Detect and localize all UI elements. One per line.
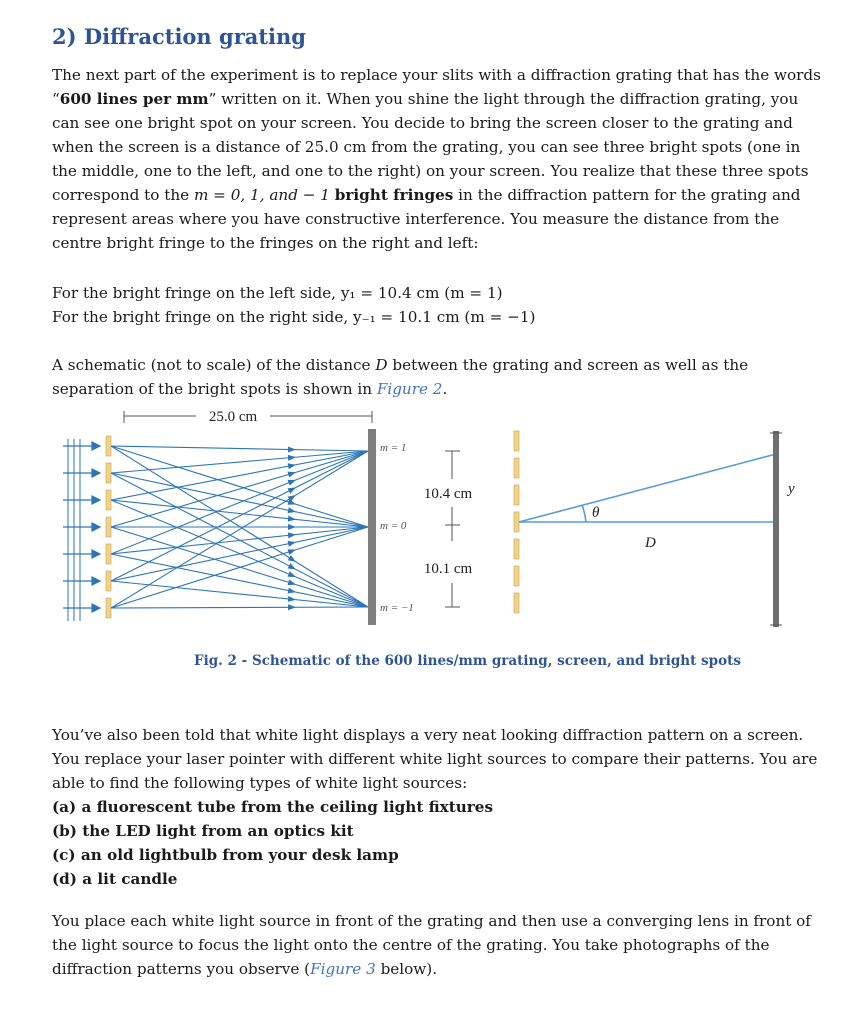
figure-caption: Fig. 2 - Schematic of the 600 lines/mm grating, screen, and bright spots bbox=[194, 653, 741, 669]
final-paragraph bbox=[52, 909, 822, 981]
ray-arrow-head bbox=[288, 446, 296, 452]
diffracted-ray bbox=[111, 500, 368, 527]
diffracted-ray bbox=[111, 451, 368, 554]
list-item: (b) the LED light from an optics kit bbox=[52, 822, 354, 840]
wavefront-marks bbox=[68, 439, 80, 621]
ray-arrow-head bbox=[288, 472, 297, 478]
figure-2 bbox=[52, 411, 822, 681]
diffracted-ray bbox=[111, 451, 368, 608]
ray-arrow-head bbox=[288, 604, 296, 610]
diffracted-ray bbox=[111, 446, 368, 451]
light-source-list bbox=[52, 795, 822, 891]
ray-arrow-head bbox=[288, 571, 297, 577]
figure-2-link[interactable]: Figure 2 bbox=[376, 380, 443, 398]
intro-bold-grating: 600 lines per mm bbox=[59, 90, 209, 108]
spot-separations bbox=[445, 451, 460, 607]
intro-text-a: The next part of the experiment is to replace your slits with a diffraction grating that has the words “ bbox=[52, 66, 821, 108]
theta-label: θ bbox=[592, 505, 600, 521]
upper-gap-label: 10.4 cm bbox=[423, 486, 473, 502]
intro-bold-fringes: bright fringes bbox=[334, 186, 454, 204]
y-label: y bbox=[788, 481, 795, 497]
ray-arrow-head bbox=[288, 516, 296, 522]
fringe-left: For the bright fringe on the left side, y₁ = 10.4 cm (m = 1) bbox=[52, 284, 503, 302]
final-text-b: below). bbox=[375, 960, 438, 978]
arrow-heads bbox=[287, 446, 296, 610]
diffracted-ray bbox=[111, 473, 368, 527]
ray-arrow-head bbox=[288, 579, 297, 585]
diffracted-ray bbox=[111, 607, 368, 608]
ray-arrow-head bbox=[288, 487, 296, 493]
ray-arrow-head bbox=[288, 555, 296, 562]
ray-arrow-head bbox=[288, 549, 297, 555]
lower-gap-label: 10.1 cm bbox=[423, 561, 473, 577]
list-item: (d) a lit candle bbox=[52, 870, 178, 888]
screen-slits bbox=[514, 431, 519, 613]
mneg1-label: m = −1 bbox=[380, 602, 414, 614]
ray-arrow-head bbox=[288, 532, 296, 538]
intro-math-m: m = 0, 1, and − 1 bbox=[193, 186, 330, 204]
ray-arrow-head bbox=[287, 480, 296, 486]
figure-3-link[interactable]: Figure 3 bbox=[310, 960, 376, 978]
diffracted-ray bbox=[111, 527, 368, 581]
angle-geometry bbox=[519, 454, 776, 522]
fringe-measurements bbox=[52, 281, 822, 329]
ray-arrow-head bbox=[288, 596, 296, 602]
schematic-text-c: . bbox=[442, 380, 448, 398]
m1-label: m = 1 bbox=[380, 442, 407, 454]
diffracted-ray bbox=[111, 527, 368, 554]
ray-arrow-head bbox=[288, 541, 296, 547]
ray-arrow-head bbox=[288, 588, 296, 594]
schematic-paragraph bbox=[52, 353, 822, 401]
schematic-D: D bbox=[375, 356, 388, 374]
incoming-arrows bbox=[63, 442, 100, 612]
document-page bbox=[52, 24, 822, 981]
list-item: (a) a fluorescent tube from the ceiling light fixtures bbox=[52, 798, 494, 816]
intro-text-b: ” written on it. When you shine the light through the diffraction grating, you can see one bright spot on your screen. You decide to bring the screen closer to the grating and when the screen is a distance of 25.0 cm from the grating, you can see three bright spots (one in the middle, one to the left, and one to the right) on your screen. You realize that these three spots correspond to the bbox=[52, 90, 809, 204]
section-title: 2) Diffraction grating bbox=[52, 24, 306, 49]
intro-text-c: in the diffraction pattern for the grating and represent areas where you have constructive interference. You measure the distance from the centre bright fringe to the fringes on the right and left: bbox=[52, 186, 801, 252]
m0-label: m = 0 bbox=[380, 520, 407, 532]
ray-arrow-head bbox=[288, 524, 296, 530]
white-light-paragraph: You’ve also been told that white light displays a very neat looking diffraction pattern on a screen. You replace your laser pointer with different white light sources to compare their patterns. You are able to find the following types of white light sources: bbox=[52, 726, 818, 792]
far-screen bbox=[773, 431, 779, 627]
ray-arrow-head bbox=[288, 563, 296, 569]
diffracted-rays bbox=[111, 446, 368, 608]
ray-arrow-head bbox=[288, 507, 296, 513]
schematic-text-a: A schematic (not to scale) of the distance bbox=[52, 356, 376, 374]
fringe-right: For the bright fringe on the right side, y₋₁ = 10.1 cm (m = −1) bbox=[52, 308, 536, 326]
D-label: D bbox=[645, 535, 656, 551]
distance-label: 25.0 cm bbox=[208, 411, 258, 425]
list-item: (c) an old lightbulb from your desk lamp bbox=[52, 846, 399, 864]
final-text-a: You place each white light source in front of the grating and then use a converging lens in front of the light source to focus the light onto the centre of the grating. You take photographs of the diffraction patterns you observe ( bbox=[52, 912, 811, 978]
schematic-text-b: between the grating and screen as well as the separation of the bright spots is shown in bbox=[52, 356, 749, 398]
intro-paragraph bbox=[52, 63, 822, 255]
grating-slits bbox=[106, 436, 111, 618]
grating-screen bbox=[368, 429, 376, 625]
ray-arrow-head bbox=[288, 455, 296, 461]
grating-schematic bbox=[0, 411, 866, 681]
ray-arrow-head bbox=[288, 463, 296, 469]
